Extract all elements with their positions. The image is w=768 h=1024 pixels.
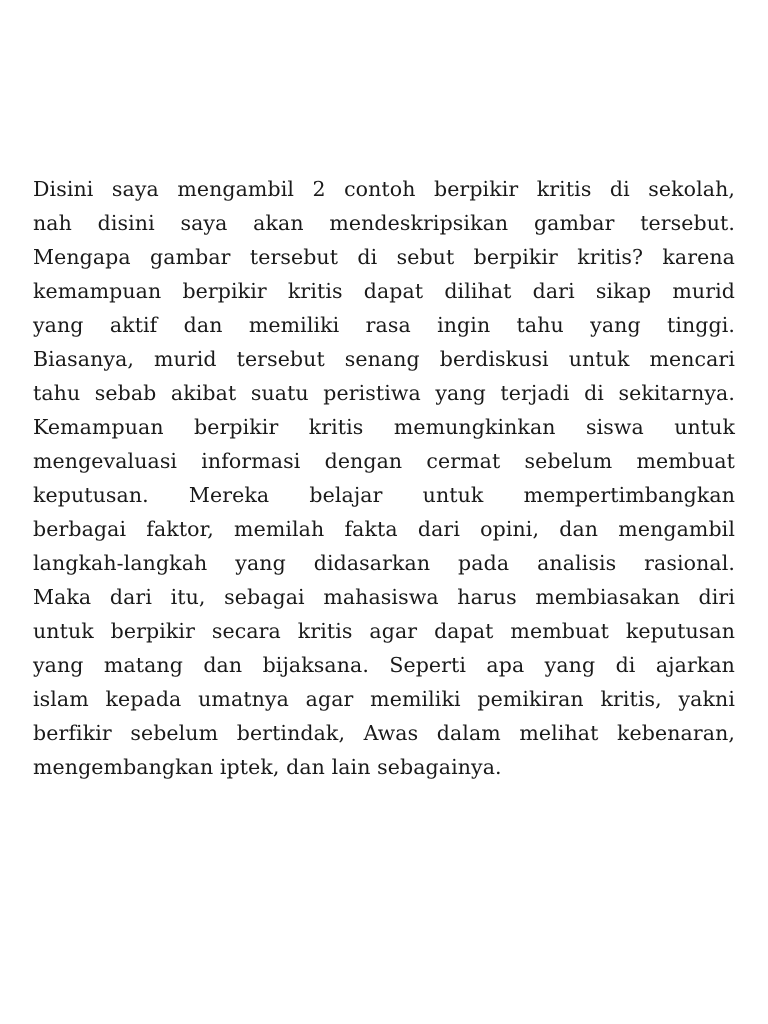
text-line: nah disini saya akan mendeskripsikan gambar tersebut. [33, 211, 735, 235]
text-line: Biasanya, murid tersebut senang berdiskusi untuk mencari [33, 347, 735, 371]
text-line: islam kepada umatnya agar memiliki pemikiran kritis, yakni [33, 687, 735, 711]
text-line: berbagai faktor, memilah fakta dari opini, dan mengambil [33, 517, 735, 541]
text-line: kemampuan berpikir kritis dapat dilihat dari sikap murid [33, 279, 735, 303]
text-line: untuk berpikir secara kritis agar dapat membuat keputusan [33, 619, 735, 643]
text-line: yang aktif dan memiliki rasa ingin tahu yang tinggi. [33, 313, 735, 337]
body-paragraph [33, 172, 735, 784]
text-line: Disini saya mengambil 2 contoh berpikir kritis di sekolah, [33, 177, 735, 201]
text-line: tahu sebab akibat suatu peristiwa yang terjadi di sekitarnya. [33, 381, 735, 405]
text-line: Kemampuan berpikir kritis memungkinkan siswa untuk [33, 415, 735, 439]
text-line: mengevaluasi informasi dengan cermat sebelum membuat [33, 449, 735, 473]
text-line: langkah-langkah yang didasarkan pada analisis rasional. [33, 551, 735, 575]
text-line: mengembangkan iptek, dan lain sebagainya. [33, 755, 502, 779]
text-line: keputusan. Mereka belajar untuk mempertimbangkan [33, 483, 735, 507]
text-line: berfikir sebelum bertindak, Awas dalam melihat kebenaran, [33, 721, 735, 745]
text-line: yang matang dan bijaksana. Seperti apa yang di ajarkan [33, 653, 735, 677]
text-line: Mengapa gambar tersebut di sebut berpikir kritis? karena [33, 245, 735, 269]
text-line: Maka dari itu, sebagai mahasiswa harus membiasakan diri [33, 585, 735, 609]
